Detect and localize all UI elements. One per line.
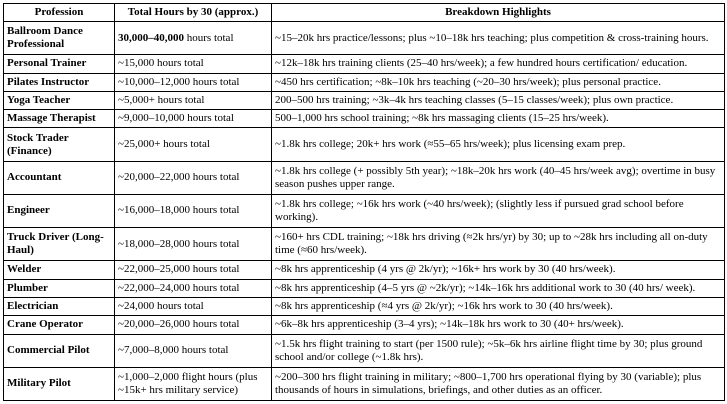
table-row bbox=[4, 194, 725, 227]
table-row bbox=[4, 334, 725, 367]
breakdown-cell: ~8k hrs apprenticeship (≈4 yrs @ 2k/yr); ~16k hrs work to 30 (40 hrs/week). bbox=[272, 297, 725, 315]
professions-hours-table bbox=[3, 3, 725, 401]
breakdown-cell: ~1.8k hrs college; 20k+ hrs work (≈55–65 hrs/week); plus licensing exam prep. bbox=[272, 128, 725, 161]
table-row bbox=[4, 228, 725, 261]
table-row bbox=[4, 91, 725, 109]
header-profession: Profession bbox=[4, 4, 115, 22]
profession-cell: Stock Trader (Finance) bbox=[4, 128, 115, 161]
total-hours-emphasis: 30,000–40,000 bbox=[118, 31, 184, 44]
total-hours-cell: ~25,000+ hours total bbox=[115, 128, 272, 161]
total-hours-cell: ~9,000–10,000 hours total bbox=[115, 110, 272, 128]
profession-cell: Massage Therapist bbox=[4, 110, 115, 128]
breakdown-cell: ~450 hrs certification; ~8k–10k hrs teaching (~20–30 hrs/week); plus personal practice. bbox=[272, 73, 725, 91]
breakdown-cell: ~8k hrs apprenticeship (4 yrs @ 2k/yr); ~16k+ hrs work by 30 (40 hrs/week). bbox=[272, 261, 725, 279]
profession-cell: Ballroom Dance Professional bbox=[4, 22, 115, 55]
profession-cell: Electrician bbox=[4, 297, 115, 315]
table-row bbox=[4, 128, 725, 161]
table-row bbox=[4, 297, 725, 315]
total-hours-cell: ~18,000–28,000 hours total bbox=[115, 228, 272, 261]
table-row bbox=[4, 279, 725, 297]
breakdown-cell: ~12k–18k hrs training clients (25–40 hrs/week); a few hundred hours certification/ education. bbox=[272, 55, 725, 73]
breakdown-cell: ~15–20k hrs practice/lessons; plus ~10–18k hrs teaching; plus competition & cross-training hours. bbox=[272, 22, 725, 55]
profession-cell: Accountant bbox=[4, 161, 115, 194]
total-hours-cell: ~16,000–18,000 hours total bbox=[115, 194, 272, 227]
profession-cell: Personal Trainer bbox=[4, 55, 115, 73]
breakdown-cell: ~6k–8k hrs apprenticeship (3–4 yrs); ~14k–18k hrs work to 30 (40+ hrs/week). bbox=[272, 316, 725, 334]
total-hours-cell: ~20,000–26,000 hours total bbox=[115, 316, 272, 334]
profession-cell: Pilates Instructor bbox=[4, 73, 115, 91]
total-hours-cell: ~10,000–12,000 hours total bbox=[115, 73, 272, 91]
table-row bbox=[4, 161, 725, 194]
total-hours-text: hours total bbox=[184, 31, 234, 44]
header-breakdown: Breakdown Highlights bbox=[272, 4, 725, 22]
table-row bbox=[4, 73, 725, 91]
breakdown-cell: ~8k hrs apprenticeship (4–5 yrs @ ~2k/yr); ~14k–16k hrs additional work to 30 (40 hrs/ week). bbox=[272, 279, 725, 297]
breakdown-cell: 500–1,000 hrs school training; ~8k hrs massaging clients (15–25 hrs/week). bbox=[272, 110, 725, 128]
breakdown-cell: ~1.8k hrs college (+ possibly 5th year); ~18k–20k hrs work (40–45 hrs/week avg); overtime in busy season pushes upper range. bbox=[272, 161, 725, 194]
breakdown-cell: ~200–300 hrs flight training in military; ~800–1,700 hrs operational flying by 30 (variable); plus thousands of hours in simulations, briefings, and other duties as an officer. bbox=[272, 367, 725, 400]
profession-cell: Welder bbox=[4, 261, 115, 279]
header-row bbox=[4, 4, 725, 22]
total-hours-cell bbox=[115, 22, 272, 55]
table-body bbox=[4, 22, 725, 401]
header-total-hours: Total Hours by 30 (approx.) bbox=[115, 4, 272, 22]
profession-cell: Crane Operator bbox=[4, 316, 115, 334]
profession-cell: Truck Driver (Long-Haul) bbox=[4, 228, 115, 261]
table-row bbox=[4, 261, 725, 279]
total-hours-cell: ~22,000–24,000 hours total bbox=[115, 279, 272, 297]
profession-cell: Military Pilot bbox=[4, 367, 115, 400]
total-hours-cell: ~7,000–8,000 hours total bbox=[115, 334, 272, 367]
profession-cell: Plumber bbox=[4, 279, 115, 297]
table-row bbox=[4, 22, 725, 55]
breakdown-cell: ~1.5k hrs flight training to start (per 1500 rule); ~5k–6k hrs airline flight time by 30; plus ground school and/or college (~1.8k hrs). bbox=[272, 334, 725, 367]
profession-cell: Yoga Teacher bbox=[4, 91, 115, 109]
breakdown-cell: ~1.8k hrs college; ~16k hrs work (~40 hrs/week); (slightly less if pursued grad school before working). bbox=[272, 194, 725, 227]
profession-cell: Engineer bbox=[4, 194, 115, 227]
total-hours-cell: ~20,000–22,000 hours total bbox=[115, 161, 272, 194]
table-row bbox=[4, 316, 725, 334]
profession-cell: Commercial Pilot bbox=[4, 334, 115, 367]
total-hours-cell: ~1,000–2,000 flight hours (plus ~15k+ hrs military service) bbox=[115, 367, 272, 400]
breakdown-cell: ~160+ hrs CDL training; ~18k hrs driving (≈2k hrs/yr) by 30; up to ~28k hrs including all on-duty time (≈60 hrs/week). bbox=[272, 228, 725, 261]
total-hours-cell: ~5,000+ hours total bbox=[115, 91, 272, 109]
table-row bbox=[4, 55, 725, 73]
table-row bbox=[4, 110, 725, 128]
total-hours-cell: ~15,000 hours total bbox=[115, 55, 272, 73]
table-row bbox=[4, 367, 725, 400]
total-hours-cell: ~22,000–25,000 hours total bbox=[115, 261, 272, 279]
total-hours-cell: ~24,000 hours total bbox=[115, 297, 272, 315]
breakdown-cell: 200–500 hrs training; ~3k–4k hrs teaching classes (5–15 classes/week); plus own practice. bbox=[272, 91, 725, 109]
